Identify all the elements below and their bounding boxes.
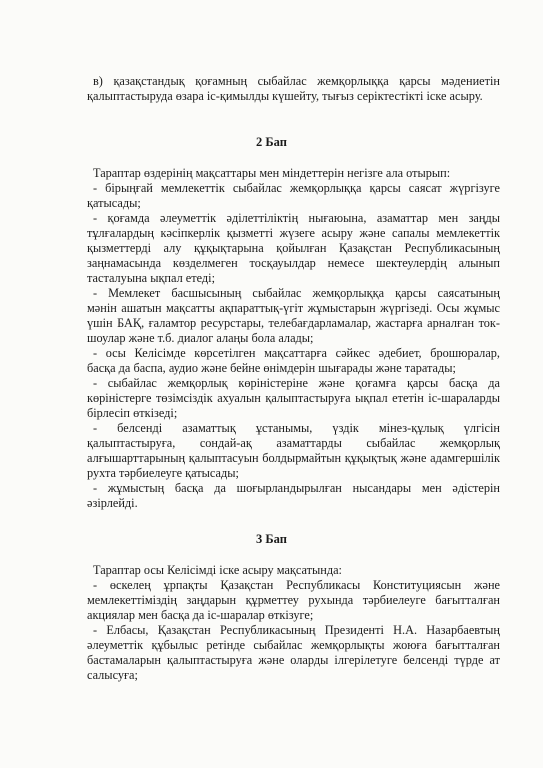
text-line: шоулар және т.б. диалог алаңы бола алады; <box>87 331 314 345</box>
text-line: - бірыңғай мемлекеттік сыбайлас жемқорлыққа қарсы саясат жүргізуге <box>93 181 500 195</box>
text-line: қызметтерді алу құқықтарына қойылған Қазақстан Республикасының <box>87 241 500 255</box>
list-item <box>87 286 500 346</box>
list-item <box>87 181 500 211</box>
text-line: қалыптастыруға, сондай-ақ азаматтарды сыбайлас жемқорлық <box>87 436 500 450</box>
text-line: - Мемлекет басшысының сыбайлас жемқорлыққа қарсы саясатының <box>93 286 500 300</box>
text-line: - сыбайлас жемқорлық көріністеріне және қоғамға қарсы басқа да <box>93 376 500 390</box>
text-line: салысуға; <box>87 668 138 682</box>
text-line: әлеуметтік құбылыс ретінде сыбайлас жемқорлықты жоюға бағытталған <box>87 638 500 652</box>
text-line: бірлесіп өткізеді; <box>87 406 178 420</box>
text-line: - жұмыстың басқа да шоғырландырылған нысандары мен әдістерін <box>93 481 500 495</box>
text-line: тұлғалардың кәсіпкерлік қызметті жүзеге асыру және сапалы мемлекеттік <box>87 226 500 240</box>
text-line: үшін БАҚ, ғаламтор ресурстары, телебағдарламалар, жастарға арналған ток- <box>87 316 500 330</box>
list-item <box>87 376 500 421</box>
text-line: әзірлейді. <box>87 496 138 510</box>
list-item <box>87 481 500 511</box>
text-line: заңнамасында көзделмеген тосқауылдар немесе шектеулердің алынып <box>87 256 500 270</box>
text-line: тасталуына ықпал етеді; <box>87 271 216 285</box>
text-line: мәнін ашатын мақсатты ақпараттық-үгіт жұмыстарын жүргізеді. Осы жұмыс <box>87 301 500 315</box>
text-line: рухта тәрбиелеуге қатысады; <box>87 466 239 480</box>
text-line: басқа да баспа, аудио және бейне өнімдерін шығарады және таратады; <box>87 361 456 375</box>
text-line: акциялар мен басқа да іс-шаралар өткізуге; <box>87 608 314 622</box>
list-item <box>87 346 500 376</box>
text-line: - Елбасы, Қазақстан Республикасының Президенті Н.А. Назарбаевтың <box>93 623 500 637</box>
text-line: көріністерге төзімсіздік ахуалын қалыптастыруға ықпал ететін іс-шараларды <box>87 391 500 405</box>
list-item <box>87 211 500 286</box>
text-line: - белсенді азаматтық ұстанымы, үздік мінез-құлық үлгісін <box>93 421 500 435</box>
text-line: бастамаларын қалыптастыруға және оларды ілгерілетуге белсенді түрде ат <box>87 653 500 667</box>
text-line: - осы Келісімде көрсетілген мақсаттарға сәйкес әдебиет, брошюралар, <box>93 346 500 360</box>
text-line: - қоғамда әлеуметтік әділеттіліктің нығаюына, азаматтар мен заңды <box>93 211 500 225</box>
paragraph-v <box>87 74 500 104</box>
article-3-body <box>87 563 500 683</box>
article-2-intro: Тараптар өздерінің мақсаттары мен міндеттерін негізге ала отырып: <box>93 166 451 180</box>
article-3-intro: Тараптар осы Келісімді іске асыру мақсатында: <box>93 563 342 577</box>
text-line: қалыптастыруда өзара іс-қимылды күшейту, тығыз серіктестікті іске асыру. <box>87 89 483 103</box>
list-item <box>87 578 500 623</box>
text-line: қатысады; <box>87 196 141 210</box>
text-line: - өскелең ұрпақты Қазақстан Республикасы Конституциясын және <box>93 578 500 592</box>
article-2-body <box>87 166 500 511</box>
article-3-title: 3 Бап <box>256 532 287 546</box>
article-2-title: 2 Бап <box>256 135 287 149</box>
text-line: в) қазақстандық қоғамның сыбайлас жемқорлыққа қарсы мәдениетін <box>93 74 500 88</box>
list-item <box>87 421 500 481</box>
text-line: мемлекеттіміздің заңдарын құрметтеу рухында тәрбиелеуге бағытталған <box>87 593 500 607</box>
list-item <box>87 623 500 683</box>
text-line: алғышарттарының қалыптасуын болдырмайтын құқықтық және адамгершілік <box>87 451 500 465</box>
